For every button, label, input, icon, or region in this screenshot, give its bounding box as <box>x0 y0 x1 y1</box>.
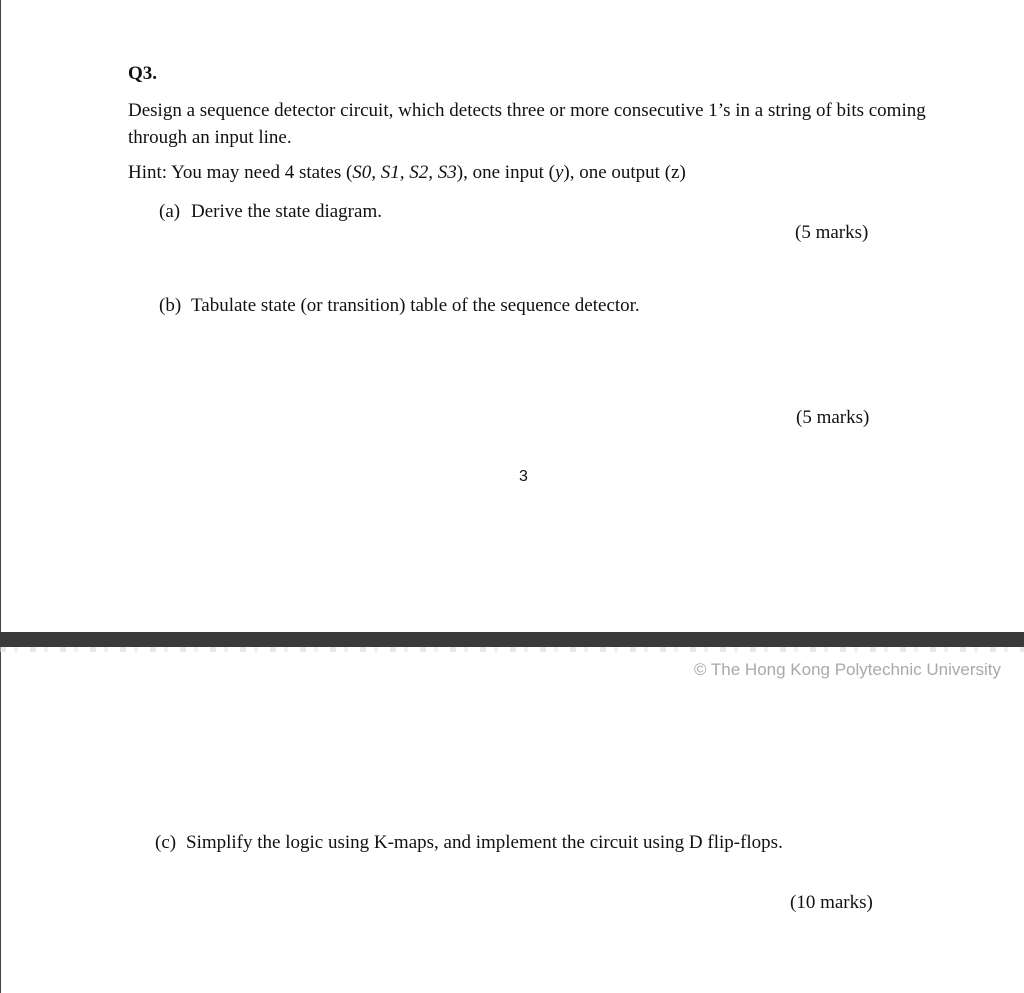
part-a-marks: (5 marks) <box>795 222 869 243</box>
question-hint <box>128 162 686 184</box>
part-a-label: (a) <box>159 201 181 222</box>
hint-input: y <box>554 162 564 183</box>
part-c-marks: (10 marks) <box>790 892 873 913</box>
hint-prefix: Hint: You may need 4 states ( <box>128 162 353 183</box>
divider-scan-artifact <box>0 647 1024 652</box>
hint-mid: ), one input ( <box>456 162 555 183</box>
question-number: Q3. <box>128 63 158 84</box>
page-number: 3 <box>519 468 528 485</box>
hint-states: S0, S1, S2, S3 <box>352 162 457 183</box>
part-c-text: Simplify the logic using K-maps, and implement the circuit using D flip-flops. <box>186 832 783 853</box>
copyright-watermark: © The Hong Kong Polytechnic University <box>693 660 1001 679</box>
question-description: Design a sequence detector circuit, which detects three or more consecutive 1’s in a string of bits coming through an input line. <box>128 100 926 148</box>
part-c <box>155 832 783 854</box>
page-left-edge <box>0 0 1 993</box>
part-b <box>159 295 640 317</box>
page-divider <box>0 632 1024 647</box>
part-a <box>159 201 382 223</box>
part-b-label: (b) <box>159 295 182 316</box>
part-b-marks: (5 marks) <box>796 407 870 428</box>
part-c-label: (c) <box>155 832 177 853</box>
part-a-text: Derive the state diagram. <box>191 201 382 222</box>
part-b-text: Tabulate state (or transition) table of the sequence detector. <box>191 295 640 316</box>
hint-suffix: ), one output (z) <box>563 162 686 183</box>
